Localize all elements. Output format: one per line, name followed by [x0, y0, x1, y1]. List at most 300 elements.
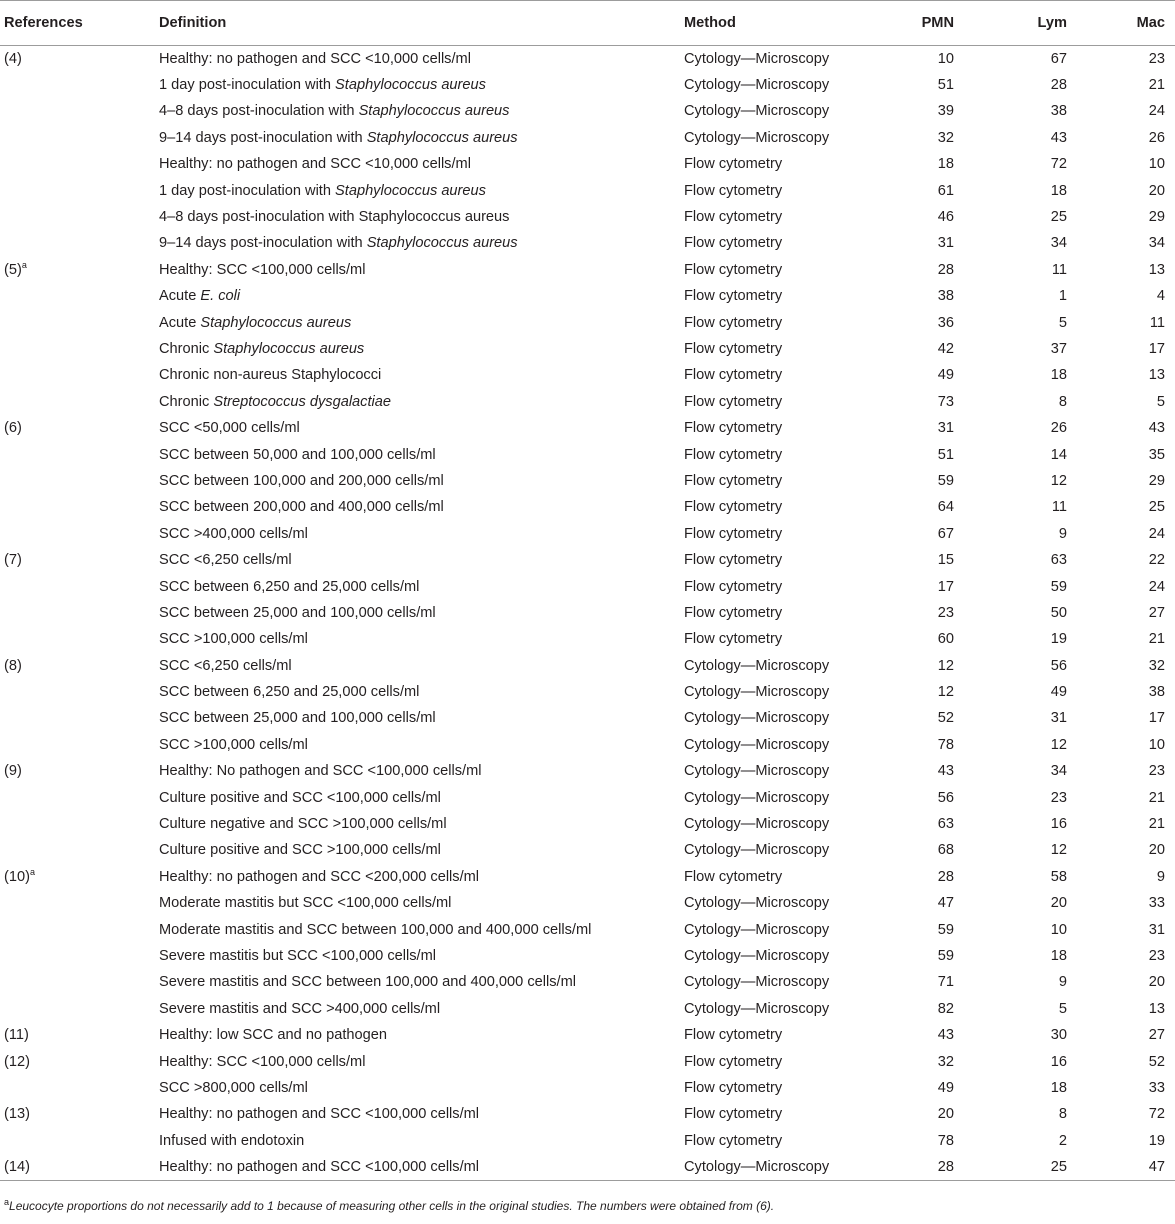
- mac-cell: 22: [1148, 552, 1165, 569]
- definition-organism: E. coli: [200, 288, 241, 305]
- mac-cell: 27: [1148, 604, 1165, 621]
- reference-label: (4): [4, 50, 22, 67]
- definition-text: 1 day post-inoculation with: [159, 77, 336, 94]
- reference-cell: [0, 837, 159, 863]
- method-cell: Flow cytometry: [684, 314, 783, 331]
- reference-cell: [0, 943, 159, 969]
- reference-cell: [0, 521, 159, 547]
- definition-organism: Staphylococcus aureus: [200, 314, 352, 331]
- reference-cell: [0, 1048, 159, 1074]
- definition-cell: [159, 98, 684, 124]
- table-row: [0, 1022, 1175, 1048]
- definition-text: SCC <6,250 cells/ml: [159, 552, 292, 569]
- table-row: [0, 943, 1175, 969]
- definition-cell: [159, 362, 684, 388]
- table-row: [0, 362, 1175, 388]
- definition-cell: [159, 336, 684, 362]
- table-row: [0, 652, 1175, 678]
- pmn-cell: 82: [937, 1000, 954, 1017]
- reference-cell: [0, 626, 159, 652]
- reference-cell: [0, 283, 159, 309]
- mac-cell: 72: [1148, 1106, 1165, 1123]
- reference-cell: [0, 151, 159, 177]
- definition-text: Chronic non-aureus Staphylococci: [159, 367, 382, 384]
- definition-cell: [159, 441, 684, 467]
- definition-organism: Staphylococcus aureus: [358, 103, 510, 120]
- lym-cell: 12: [1050, 842, 1067, 859]
- reference-cell: [0, 547, 159, 573]
- mac-cell: 20: [1148, 974, 1165, 991]
- mac-cell: 10: [1148, 736, 1165, 753]
- table-row: [0, 1154, 1175, 1180]
- lym-cell: 49: [1050, 684, 1067, 701]
- lym-cell: 16: [1050, 1053, 1067, 1070]
- definition-text: Acute: [159, 314, 201, 331]
- definition-text: Moderate mastitis but SCC <100,000 cells/ml: [159, 895, 452, 912]
- definition-cell: [159, 969, 684, 995]
- lym-cell: 12: [1050, 472, 1067, 489]
- reference-cell: [0, 177, 159, 203]
- table-row: [0, 125, 1175, 151]
- mac-cell: 34: [1148, 235, 1165, 252]
- method-cell: Flow cytometry: [684, 420, 783, 437]
- reference-cell: [0, 784, 159, 810]
- definition-text: Infused with endotoxin: [159, 1132, 305, 1149]
- definition-text: SCC between 100,000 and 200,000 cells/ml: [159, 472, 444, 489]
- reference-cell: [0, 441, 159, 467]
- lym-cell: 14: [1050, 446, 1067, 463]
- method-cell: Flow cytometry: [684, 156, 783, 173]
- definition-cell: [159, 415, 684, 441]
- method-cell: Flow cytometry: [684, 472, 783, 489]
- reference-cell: [0, 996, 159, 1022]
- definition-cell: [159, 705, 684, 731]
- method-cell: Cytology—Microscopy: [684, 710, 830, 727]
- table-row: [0, 705, 1175, 731]
- definition-cell: [159, 943, 684, 969]
- definition-cell: [159, 600, 684, 626]
- pmn-cell: 51: [937, 77, 954, 94]
- method-cell: Flow cytometry: [684, 578, 783, 595]
- lym-cell: 34: [1050, 235, 1067, 252]
- lym-cell: 18: [1050, 947, 1067, 964]
- definition-text: SCC <50,000 cells/ml: [159, 420, 300, 437]
- table-row: [0, 204, 1175, 230]
- method-cell: Flow cytometry: [684, 1053, 783, 1070]
- definition-text: Culture negative and SCC >100,000 cells/ml: [159, 816, 447, 833]
- pmn-cell: 31: [937, 420, 954, 437]
- definition-cell: [159, 177, 684, 203]
- pmn-cell: 15: [937, 552, 954, 569]
- definition-text: Healthy: no pathogen and SCC <100,000 cells/ml: [159, 1158, 480, 1175]
- table-row: [0, 389, 1175, 415]
- method-cell: Flow cytometry: [684, 446, 783, 463]
- definition-text: Healthy: no pathogen and SCC <10,000 cells/ml: [159, 50, 471, 67]
- method-cell: Flow cytometry: [684, 499, 783, 516]
- mac-cell: 9: [1156, 868, 1165, 885]
- mac-cell: 47: [1148, 1158, 1165, 1175]
- reference-cell: [0, 758, 159, 784]
- table-row: [0, 811, 1175, 837]
- reference-cell: [0, 415, 159, 441]
- table-row: [0, 72, 1175, 98]
- pmn-cell: 64: [937, 499, 954, 516]
- definition-cell: [159, 521, 684, 547]
- pmn-cell: 47: [937, 895, 954, 912]
- definition-text: Moderate mastitis and SCC between 100,000 and 400,000 cells/ml: [159, 921, 592, 938]
- pmn-cell: 61: [937, 182, 954, 199]
- pmn-cell: 39: [937, 103, 954, 120]
- method-cell: Flow cytometry: [684, 235, 783, 252]
- table-row: [0, 468, 1175, 494]
- reference-label: (9): [4, 763, 22, 780]
- pmn-cell: 78: [937, 736, 954, 753]
- mac-cell: 24: [1148, 578, 1165, 595]
- header-definition: Definition: [159, 15, 227, 31]
- reference-label: (13): [4, 1106, 30, 1123]
- definition-cell: [159, 784, 684, 810]
- mac-cell: 20: [1148, 182, 1165, 199]
- table-row: [0, 151, 1175, 177]
- definition-text: Healthy: no pathogen and SCC <100,000 cells/ml: [159, 1106, 480, 1123]
- mac-cell: 43: [1148, 420, 1165, 437]
- definition-cell: [159, 389, 684, 415]
- reference-cell: [0, 679, 159, 705]
- pmn-cell: 32: [937, 1053, 954, 1070]
- pmn-cell: 43: [937, 763, 954, 780]
- definition-cell: [159, 652, 684, 678]
- method-cell: Cytology—Microscopy: [684, 684, 830, 701]
- reference-cell: [0, 1101, 159, 1127]
- definition-organism: Staphylococcus aureus: [366, 235, 518, 252]
- pmn-cell: 12: [937, 657, 954, 674]
- definition-cell: [159, 811, 684, 837]
- definition-cell: [159, 309, 684, 335]
- mac-cell: 38: [1148, 684, 1165, 701]
- definition-text: 9–14 days post-inoculation with: [159, 129, 367, 146]
- definition-cell: [159, 916, 684, 942]
- lym-cell: 19: [1050, 631, 1067, 648]
- definition-cell: [159, 204, 684, 230]
- lym-cell: 8: [1058, 393, 1067, 410]
- definition-cell: [159, 837, 684, 863]
- method-cell: Cytology—Microscopy: [684, 947, 830, 964]
- definition-cell: [159, 257, 684, 283]
- reference-cell: [0, 705, 159, 731]
- definition-cell: [159, 468, 684, 494]
- method-cell: Cytology—Microscopy: [684, 816, 830, 833]
- definition-text: SCC >800,000 cells/ml: [159, 1079, 308, 1096]
- mac-cell: 21: [1148, 816, 1165, 833]
- mac-cell: 25: [1148, 499, 1165, 516]
- definition-text: Culture positive and SCC >100,000 cells/ml: [159, 842, 441, 859]
- lym-cell: 56: [1050, 657, 1067, 674]
- definition-cell: [159, 864, 684, 890]
- lym-cell: 18: [1050, 367, 1067, 384]
- pmn-cell: 38: [937, 288, 954, 305]
- definition-text: SCC between 6,250 and 25,000 cells/ml: [159, 684, 420, 701]
- table-row: [0, 784, 1175, 810]
- method-cell: Cytology—Microscopy: [684, 974, 830, 991]
- footnote-text: Leucocyte proportions do not necessarily add to 1 because of measuring other cells in the original studies. The numbers were obtained from (6).: [9, 1199, 775, 1213]
- reference-cell: [0, 864, 159, 890]
- pmn-cell: 43: [937, 1027, 954, 1044]
- mac-cell: 26: [1148, 129, 1165, 146]
- header-pmn: PMN: [921, 15, 954, 31]
- table-row: [0, 969, 1175, 995]
- lym-cell: 30: [1050, 1027, 1067, 1044]
- mac-cell: 23: [1148, 763, 1165, 780]
- mac-cell: 23: [1148, 947, 1165, 964]
- mac-cell: 17: [1148, 710, 1165, 727]
- method-cell: Flow cytometry: [684, 367, 783, 384]
- table-row: [0, 890, 1175, 916]
- table-row: [0, 600, 1175, 626]
- mac-cell: 19: [1148, 1132, 1165, 1149]
- reference-cell: [0, 46, 159, 72]
- definition-cell: [159, 996, 684, 1022]
- pmn-cell: 60: [937, 631, 954, 648]
- definition-cell: [159, 1101, 684, 1127]
- table-row: [0, 864, 1175, 890]
- definition-text: SCC between 50,000 and 100,000 cells/ml: [159, 446, 436, 463]
- reference-cell: [0, 890, 159, 916]
- definition-text: Healthy: low SCC and no pathogen: [159, 1027, 387, 1044]
- mac-cell: 24: [1148, 525, 1165, 542]
- lym-cell: 8: [1058, 1106, 1067, 1123]
- definition-cell: [159, 72, 684, 98]
- lym-cell: 11: [1051, 261, 1067, 278]
- table-row: [0, 837, 1175, 863]
- lym-cell: 72: [1050, 156, 1067, 173]
- definition-cell: [159, 1075, 684, 1101]
- pmn-cell: 51: [937, 446, 954, 463]
- table-row: [0, 230, 1175, 256]
- definition-cell: [159, 679, 684, 705]
- footnote-marker: a: [4, 1197, 10, 1207]
- reference-cell: [0, 494, 159, 520]
- definition-text: SCC between 6,250 and 25,000 cells/ml: [159, 578, 420, 595]
- mac-cell: 32: [1148, 657, 1165, 674]
- mac-cell: 21: [1148, 631, 1165, 648]
- table-row: [0, 521, 1175, 547]
- reference-cell: [0, 916, 159, 942]
- lym-cell: 31: [1050, 710, 1067, 727]
- definition-text: SCC <6,250 cells/ml: [159, 657, 292, 674]
- pmn-cell: 32: [937, 129, 954, 146]
- pmn-cell: 67: [937, 525, 954, 542]
- definition-cell: [159, 890, 684, 916]
- reference-cell: [0, 468, 159, 494]
- method-cell: Cytology—Microscopy: [684, 50, 830, 67]
- mac-cell: 11: [1149, 314, 1165, 331]
- table-row: [0, 46, 1175, 72]
- reference-cell: [0, 125, 159, 151]
- pmn-cell: 46: [937, 209, 954, 226]
- pmn-cell: 36: [937, 314, 954, 331]
- reference-cell: [0, 1128, 159, 1154]
- mac-cell: 13: [1148, 367, 1165, 384]
- definition-cell: [159, 1154, 684, 1180]
- reference-cell: [0, 811, 159, 837]
- table-row: [0, 494, 1175, 520]
- reference-label: (10): [4, 868, 30, 885]
- reference-cell: [0, 72, 159, 98]
- mac-cell: 24: [1148, 103, 1165, 120]
- definition-text: Culture positive and SCC <100,000 cells/ml: [159, 789, 441, 806]
- table-row: [0, 336, 1175, 362]
- table-row: [0, 1048, 1175, 1074]
- reference-label: (12): [4, 1053, 30, 1070]
- pmn-cell: 52: [937, 710, 954, 727]
- lym-cell: 50: [1050, 604, 1067, 621]
- definition-text: Severe mastitis and SCC >400,000 cells/ml: [159, 1000, 441, 1017]
- method-cell: Flow cytometry: [684, 288, 783, 305]
- method-cell: Cytology—Microscopy: [684, 921, 830, 938]
- pmn-cell: 23: [937, 604, 954, 621]
- table-row: [0, 916, 1175, 942]
- lym-cell: 10: [1050, 921, 1067, 938]
- mac-cell: 20: [1148, 842, 1165, 859]
- reference-cell: [0, 1022, 159, 1048]
- pmn-cell: 28: [937, 868, 954, 885]
- lym-cell: 16: [1050, 816, 1067, 833]
- definition-text: SCC >100,000 cells/ml: [159, 631, 308, 648]
- table-row: [0, 283, 1175, 309]
- pmn-cell: 20: [937, 1106, 954, 1123]
- pmn-cell: 71: [937, 974, 954, 991]
- table-row: [0, 257, 1175, 283]
- mac-cell: 23: [1148, 50, 1165, 67]
- definition-text: Healthy: SCC <100,000 cells/ml: [159, 1053, 366, 1070]
- table-row: [0, 98, 1175, 124]
- definition-cell: [159, 494, 684, 520]
- definition-cell: [159, 758, 684, 784]
- reference-label: (5): [4, 261, 22, 278]
- lym-cell: 25: [1050, 1158, 1067, 1175]
- method-cell: Flow cytometry: [684, 261, 783, 278]
- lym-cell: 25: [1050, 209, 1067, 226]
- lym-cell: 23: [1050, 789, 1067, 806]
- header-references: References: [4, 15, 83, 31]
- definition-text: Acute: [159, 288, 201, 305]
- lym-cell: 43: [1050, 129, 1067, 146]
- method-cell: Cytology—Microscopy: [684, 103, 830, 120]
- reference-label: (8): [4, 657, 22, 674]
- method-cell: Cytology—Microscopy: [684, 763, 830, 780]
- method-cell: Flow cytometry: [684, 209, 783, 226]
- definition-cell: [159, 283, 684, 309]
- reference-cell: [0, 1154, 159, 1180]
- lym-cell: 67: [1050, 50, 1067, 67]
- reference-cell: [0, 309, 159, 335]
- definition-cell: [159, 1128, 684, 1154]
- pmn-cell: 59: [937, 947, 954, 964]
- definition-organism: Staphylococcus aureus: [213, 340, 365, 357]
- method-cell: Flow cytometry: [684, 631, 783, 648]
- definition-text: SCC >400,000 cells/ml: [159, 525, 308, 542]
- definition-cell: [159, 230, 684, 256]
- definition-text: SCC between 25,000 and 100,000 cells/ml: [159, 710, 436, 727]
- lym-cell: 12: [1050, 736, 1067, 753]
- definition-cell: [159, 1048, 684, 1074]
- mac-cell: 5: [1156, 393, 1165, 410]
- definition-text: Severe mastitis but SCC <100,000 cells/ml: [159, 947, 436, 964]
- method-cell: Flow cytometry: [684, 1106, 783, 1123]
- table-body: [0, 46, 1175, 1181]
- lym-cell: 5: [1058, 1000, 1067, 1017]
- method-cell: Cytology—Microscopy: [684, 736, 830, 753]
- table-row: [0, 1101, 1175, 1127]
- pmn-cell: 42: [937, 340, 954, 357]
- mac-cell: 21: [1148, 77, 1165, 94]
- reference-cell: [0, 969, 159, 995]
- definition-text: 1 day post-inoculation with: [159, 182, 336, 199]
- method-cell: Flow cytometry: [684, 868, 783, 885]
- definition-text: 9–14 days post-inoculation with: [159, 235, 367, 252]
- lym-cell: 63: [1050, 552, 1067, 569]
- mac-cell: 17: [1148, 340, 1165, 357]
- pmn-cell: 73: [937, 393, 954, 410]
- method-cell: Cytology—Microscopy: [684, 657, 830, 674]
- mac-cell: 35: [1148, 446, 1165, 463]
- definition-organism: Streptococcus dysgalactiae: [213, 393, 391, 410]
- pmn-cell: 28: [937, 1158, 954, 1175]
- pmn-cell: 10: [937, 50, 954, 67]
- definition-organism: Staphylococcus aureus: [335, 182, 486, 199]
- pmn-cell: 78: [937, 1132, 954, 1149]
- table-row: [0, 758, 1175, 784]
- table-footnote: [4, 1199, 774, 1213]
- reference-label: (14): [4, 1158, 30, 1175]
- pmn-cell: 56: [937, 789, 954, 806]
- pmn-cell: 59: [937, 921, 954, 938]
- mac-cell: 21: [1148, 789, 1165, 806]
- lym-cell: 26: [1050, 420, 1067, 437]
- definition-cell: [159, 151, 684, 177]
- pmn-cell: 49: [937, 1079, 954, 1096]
- definition-text: SCC between 25,000 and 100,000 cells/ml: [159, 604, 436, 621]
- lym-cell: 11: [1051, 499, 1067, 516]
- definition-cell: [159, 626, 684, 652]
- definition-cell: [159, 732, 684, 758]
- method-cell: Flow cytometry: [684, 525, 783, 542]
- table-row: [0, 679, 1175, 705]
- reference-footnote-marker: a: [29, 866, 35, 877]
- reference-cell: [0, 652, 159, 678]
- lym-cell: 18: [1050, 182, 1067, 199]
- method-cell: Cytology—Microscopy: [684, 842, 830, 859]
- method-cell: Flow cytometry: [684, 552, 783, 569]
- lym-cell: 58: [1050, 868, 1067, 885]
- table-row: [0, 996, 1175, 1022]
- lym-cell: 2: [1058, 1132, 1067, 1149]
- reference-footnote-marker: a: [21, 259, 27, 270]
- header-lym: Lym: [1037, 15, 1067, 31]
- table-header-row: [0, 1, 1175, 46]
- header-method: Method: [684, 15, 736, 31]
- definition-cell: [159, 46, 684, 72]
- reference-cell: [0, 204, 159, 230]
- definition-cell: [159, 125, 684, 151]
- mac-cell: 13: [1148, 261, 1165, 278]
- method-cell: Flow cytometry: [684, 393, 783, 410]
- mac-cell: 13: [1148, 1000, 1165, 1017]
- lym-cell: 34: [1050, 763, 1067, 780]
- lym-cell: 59: [1050, 578, 1067, 595]
- method-cell: Flow cytometry: [684, 1079, 783, 1096]
- method-cell: Cytology—Microscopy: [684, 789, 830, 806]
